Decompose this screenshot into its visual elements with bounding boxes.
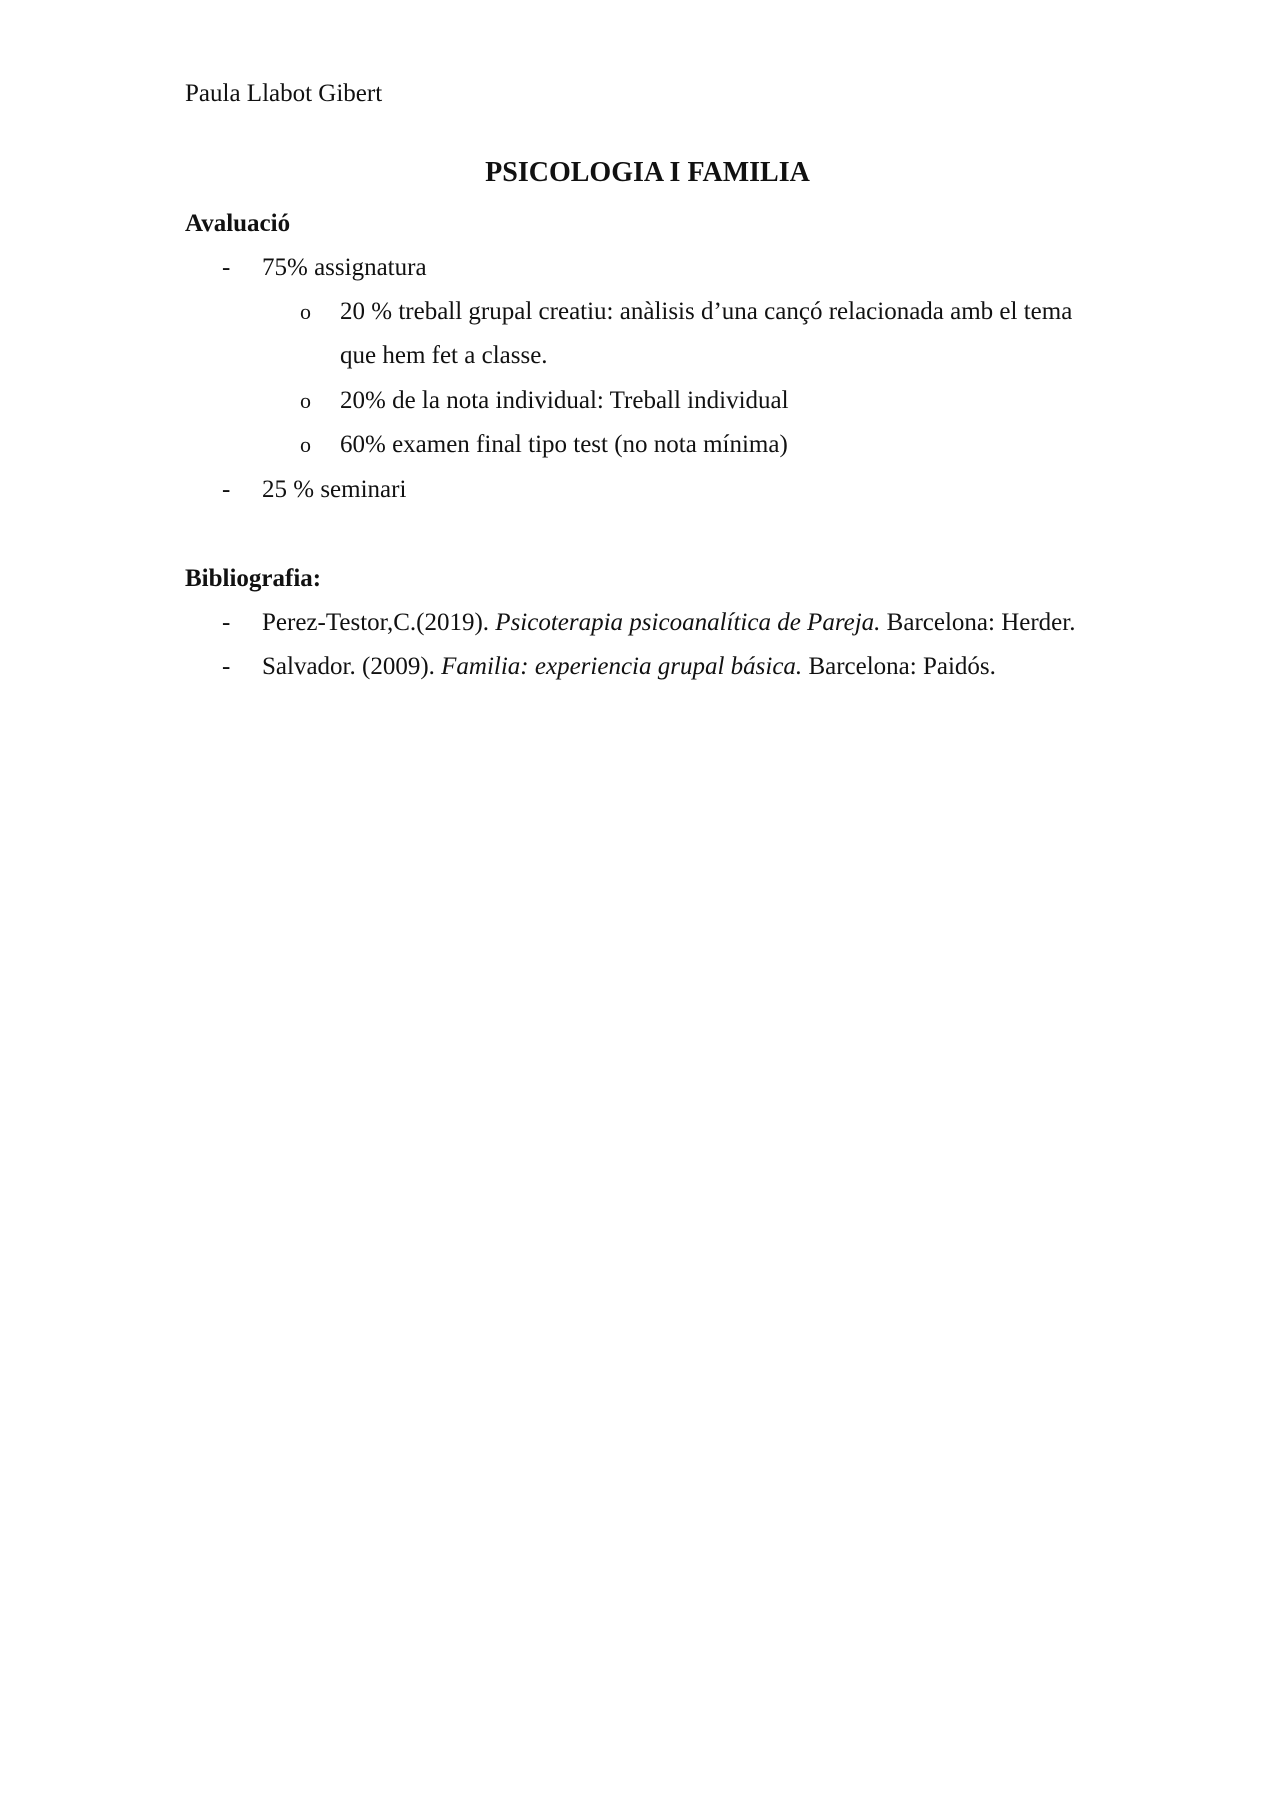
- evaluation-subitem-individual-work: 20% de la nota individual: Treball individual: [340, 387, 789, 414]
- dash-bullet: -: [222, 653, 231, 680]
- reference-authors: Salvador. (2009).: [262, 653, 442, 680]
- page-title: PSICOLOGIA I FAMILIA: [485, 157, 810, 188]
- circle-bullet: o: [300, 432, 311, 457]
- bibliography-entry: [262, 651, 996, 683]
- bibliography-heading: Bibliografia:: [185, 565, 322, 592]
- evaluation-subitem-group-work-cont: que hem fet a classe.: [340, 342, 548, 369]
- evaluation-subitem-group-work: 20 % treball grupal creatiu: anàlisis d’una cançó relacionada amb el tema: [340, 298, 1073, 325]
- evaluation-subitem-final-exam: 60% examen final tipo test (no nota mínima): [340, 431, 788, 458]
- bibliography-entry: [262, 607, 1075, 639]
- evaluation-item-seminar: 25 % seminari: [262, 476, 407, 503]
- author-name: Paula Llabot Gibert: [185, 80, 383, 107]
- dash-bullet: -: [222, 254, 231, 281]
- evaluation-item-course: 75% assignatura: [262, 254, 427, 281]
- circle-bullet: o: [300, 299, 311, 324]
- dash-bullet: -: [222, 476, 231, 503]
- reference-authors: Perez-Testor,C.(2019).: [262, 609, 496, 636]
- circle-bullet: o: [300, 388, 311, 413]
- reference-publisher: Barcelona: Paidós.: [802, 653, 996, 680]
- reference-title: Familia: experiencia grupal básica.: [441, 653, 803, 680]
- evaluation-heading: Avaluació: [185, 210, 291, 237]
- reference-title: Psicoterapia psicoanalítica de Pareja.: [495, 609, 881, 636]
- reference-publisher: Barcelona: Herder.: [880, 609, 1076, 636]
- dash-bullet: -: [222, 609, 231, 636]
